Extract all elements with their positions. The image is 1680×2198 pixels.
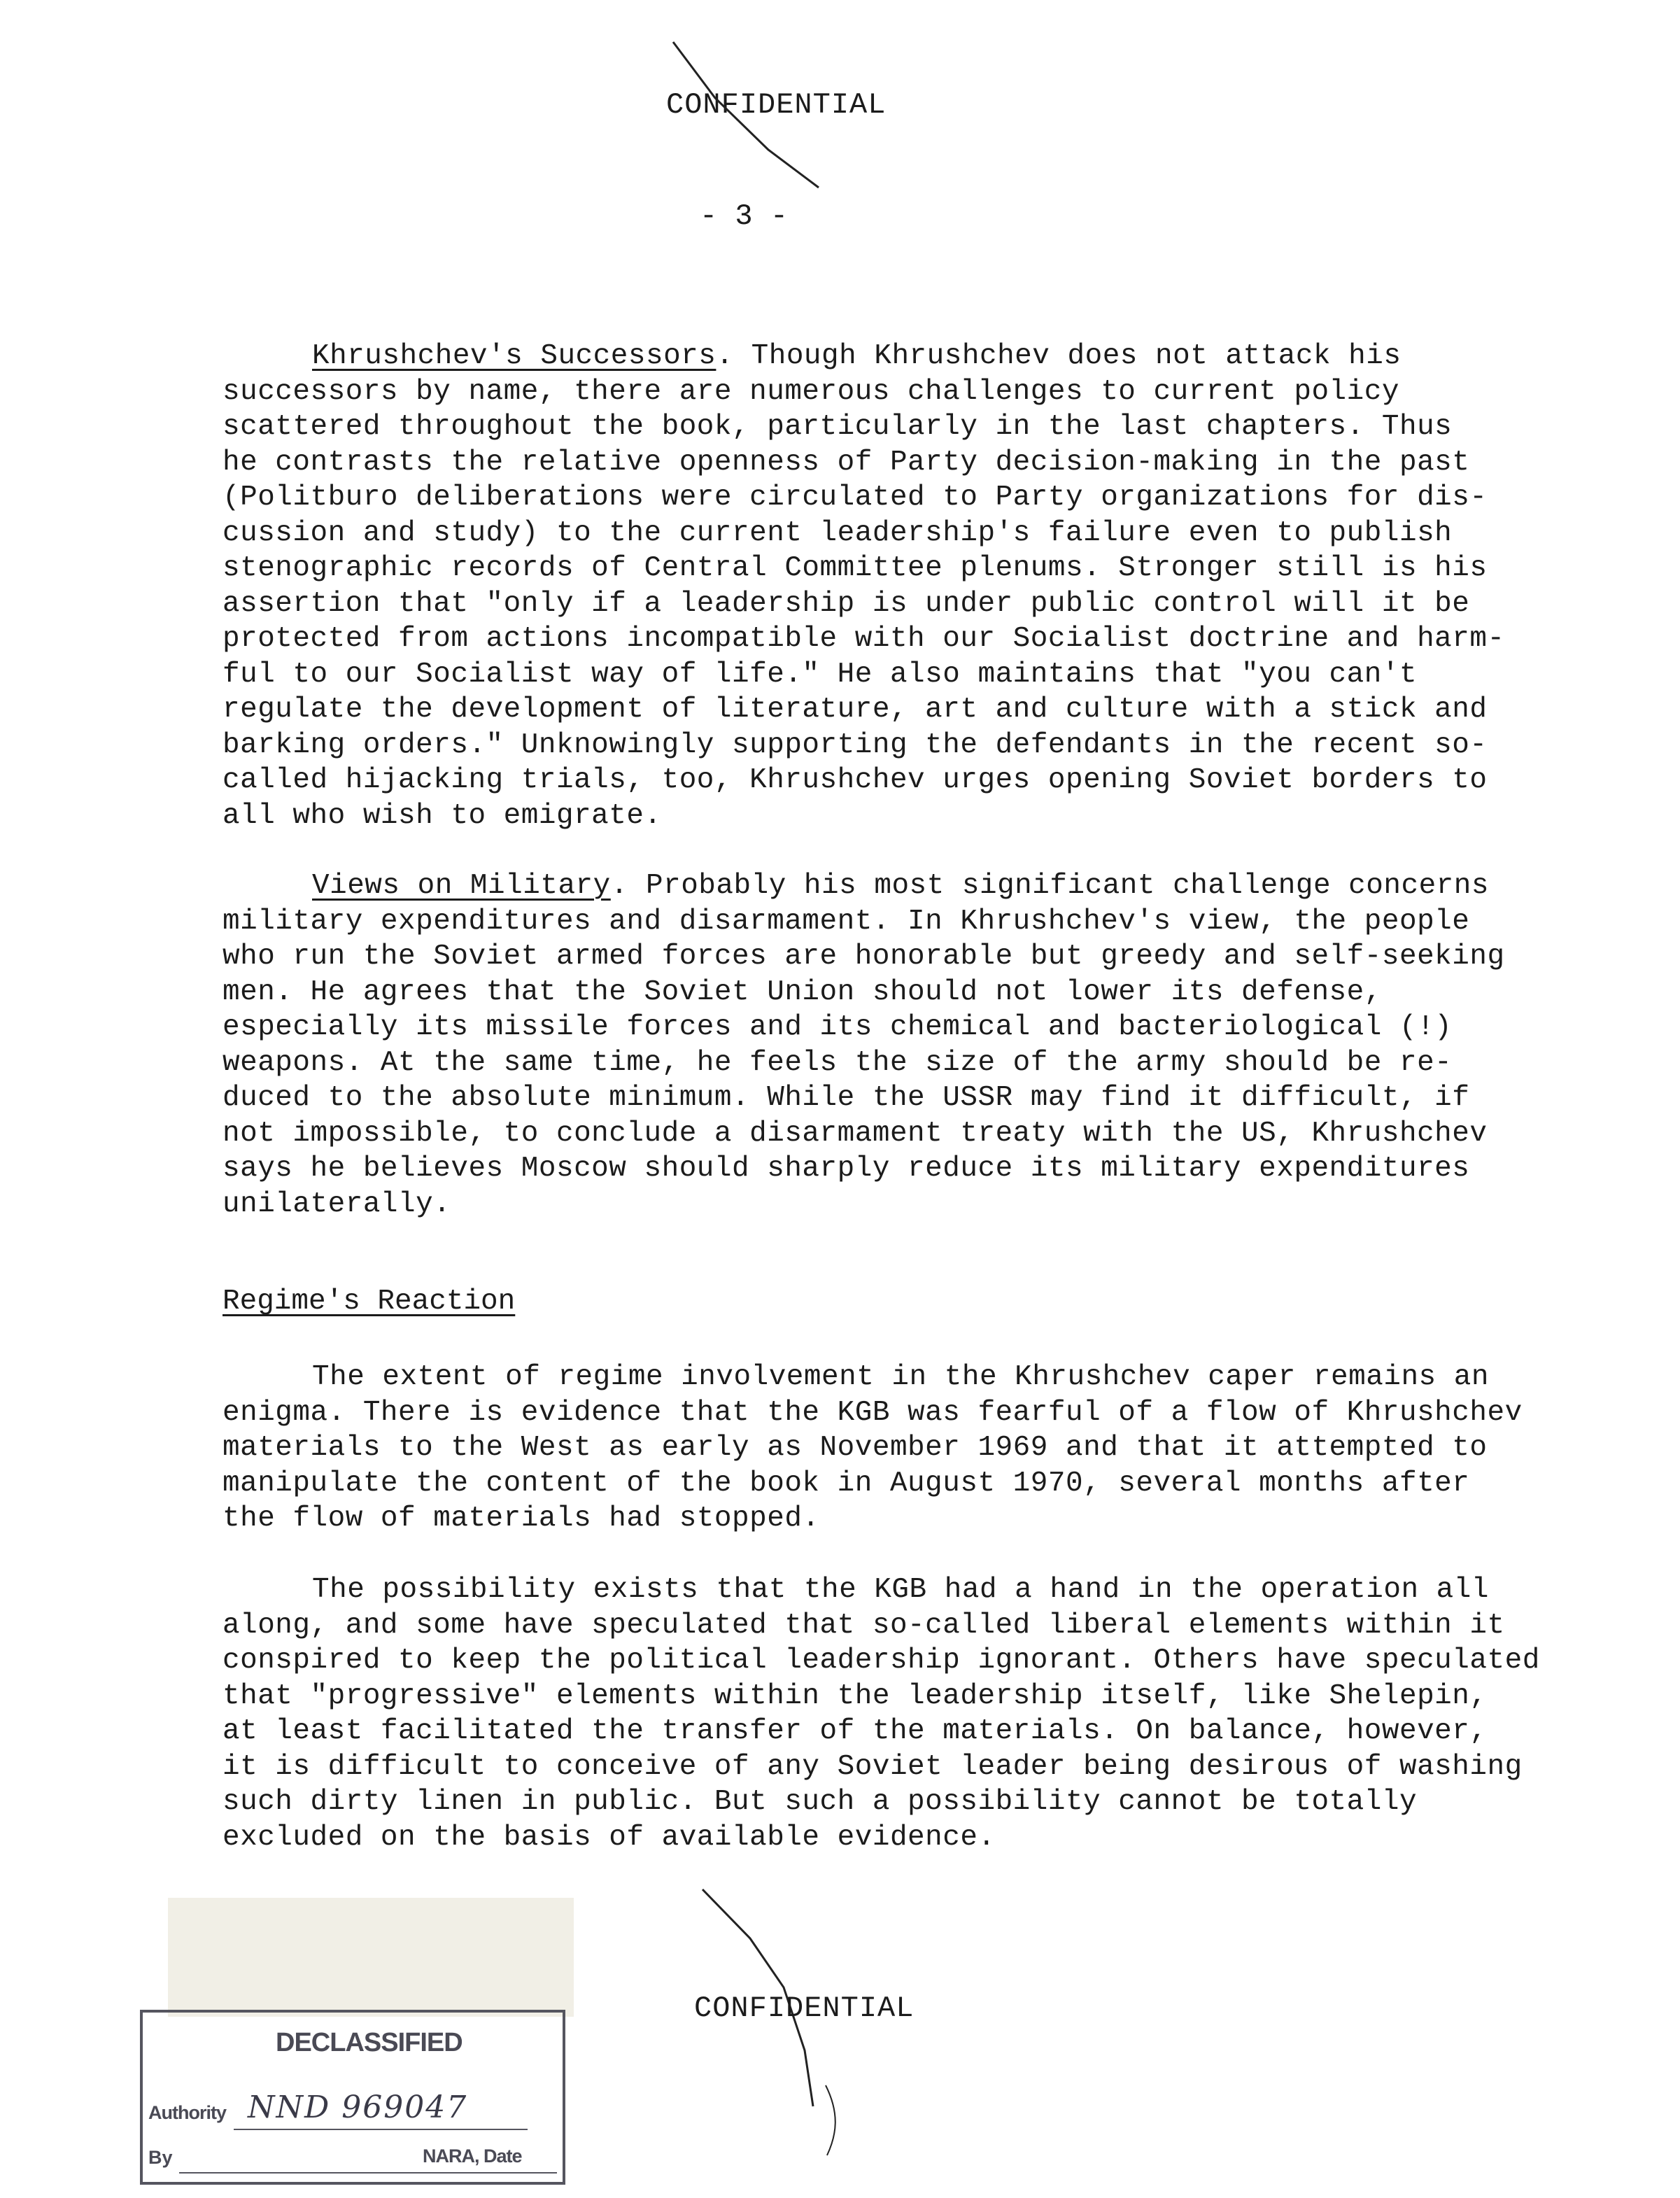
stamp-title: DECLASSIFIED [276,2028,463,2057]
text-line: men. He agrees that the Soviet Union should not lower its defense, [223,975,1382,1008]
text-line: who run the Soviet armed forces are honorable but greedy and self-seeking [223,941,1505,973]
section-heading: Regime's Reaction [223,1285,516,1318]
text-line: along, and some have speculated that so-called liberal elements within it [223,1609,1505,1642]
paragraph-military [223,868,1580,1222]
text-line: . Though Khrushchev does not attack his [716,340,1402,372]
text-line: the flow of materials had stopped. [223,1502,820,1535]
text-line: regulate the development of literature, art and culture with a stick and [223,693,1488,726]
text-line: not impossible, to conclude a disarmament treaty with the US, Khrushchev [223,1117,1488,1150]
stamp-shadow [168,1898,574,2017]
header-classification: CONFIDENTIAL [666,88,887,122]
text-line: manipulate the content of the book in August 1970, several months after [223,1467,1470,1500]
text-line: stenographic records of Central Committee plenums. Stronger still is his [223,552,1488,584]
text-line: especially its missile forces and its chemical and bacteriological (!) [223,1011,1453,1043]
stamp-underline [179,2172,557,2174]
paragraph-kgb-possibility [223,1572,1580,1855]
text-line: called hijacking trials, too, Khrushchev urges opening Soviet borders to [223,764,1488,796]
page-number: - 3 - [700,199,789,233]
text-line: enigma. There is evidence that the KGB was fearful of a flow of Khrushchev [223,1396,1523,1429]
text-line: materials to the West as early as November 1969 and that it attempted to [223,1432,1488,1464]
text-line: military expenditures and disarmament. In Khrushchev's view, the people [223,905,1470,938]
text-line: unilaterally. [223,1188,451,1220]
text-line: The extent of regime involvement in the Khrushchev caper remains an [312,1361,1489,1393]
text-line: excluded on the basis of available evidence. [223,1821,996,1854]
text-line: it is difficult to conceive of any Soviet leader being desirous of washing [223,1750,1523,1783]
text-line: at least facilitated the transfer of the materials. On balance, however, [223,1715,1488,1747]
text-line: (Politburo deliberations were circulated to Party organizations for dis- [223,481,1488,514]
paragraph-heading: Views on Military [312,870,611,902]
paragraph-successors [223,339,1580,833]
text-line: he contrasts the relative openness of Party decision-making in the past [223,446,1470,479]
text-line: . Probably his most significant challenge concerns [610,870,1489,902]
text-line: such dirty linen in public. But such a possibility cannot be totally [223,1786,1418,1818]
text-line: weapons. At the same time, he feels the size of the army should be re- [223,1046,1453,1079]
text-line: ful to our Socialist way of life." He also maintains that "you can't [223,658,1418,691]
text-line: all who wish to emigrate. [223,799,662,832]
text-line: duced to the absolute minimum. While the USSR may find it difficult, if [223,1082,1470,1114]
text-line: successors by name, there are numerous challenges to current policy [223,375,1399,408]
text-line: protected from actions incompatible with our Socialist doctrine and harm- [223,623,1505,655]
text-line: cussion and study) to the current leadership's failure even to publish [223,516,1453,549]
paragraph-regime-involvement [223,1360,1580,1537]
paragraph-heading: Khrushchev's Successors [312,340,717,372]
text-line: barking orders." Unknowingly supporting the defendants in the recent so- [223,728,1488,761]
stamp-authority-label: Authority [148,2102,226,2123]
text-line: scattered throughout the book, particularly in the last chapters. Thus [223,411,1453,443]
stamp-authority-value: NND 969047 [248,2090,468,2125]
footer-classification: CONFIDENTIAL [694,1992,915,2025]
text-line: conspired to keep the political leadership ignorant. Others have speculated [223,1644,1540,1677]
stamp-underline [234,2129,528,2130]
text-line: assertion that "only if a leadership is under public control will it be [223,587,1470,620]
stamp-date-label: NARA, Date [423,2146,522,2167]
text-line: that "progressive" elements within the leadership itself, like Shelepin, [223,1679,1488,1712]
declassification-stamp [140,2010,565,2185]
text-line: says he believes Moscow should sharply reduce its military expenditures [223,1153,1470,1185]
stamp-by-label: By [148,2147,173,2168]
text-line: The possibility exists that the KGB had a hand in the operation all [312,1574,1489,1606]
